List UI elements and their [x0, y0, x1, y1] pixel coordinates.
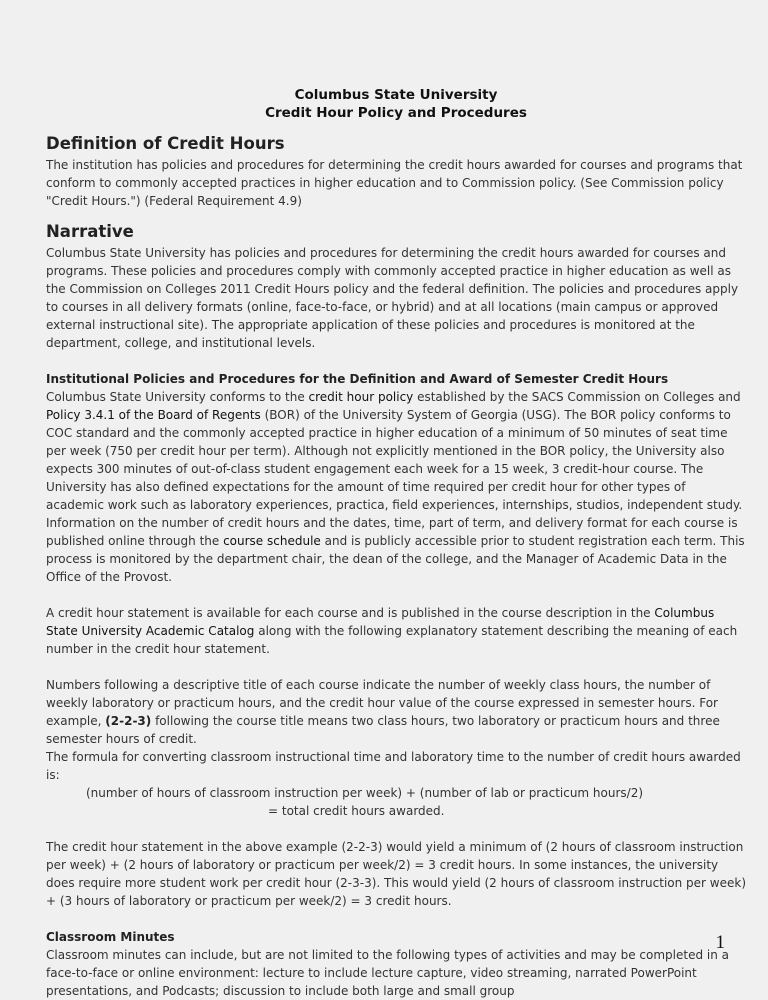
formula-line-1: (number of hours of classroom instruction per week) + (number of lab or practicum hours/2): [86, 786, 644, 800]
text: A credit hour statement is available for each course and is published in the course description in the: [46, 606, 655, 620]
document-title-line1: Columbus State University: [294, 87, 498, 103]
text: Numbers following a descriptive title of each course indicate the number of weekly class hours, the number of weekly laboratory or practicum hours, and the credit hour value of the course expressed in semester hours. For example,: [46, 678, 718, 728]
institutional-paragraph-1: [46, 388, 746, 514]
bor-policy-link[interactable]: Policy 3.4.1 of the Board of Regents: [46, 408, 261, 422]
classroom-text: Classroom minutes can include, but are not limited to the following types of activities and may be completed in a face-to-face or online environment: lecture to include lecture capture, video streaming, narrated PowerPoint presentations, and Podcasts; discussion to include both large and small group: [46, 948, 729, 998]
course-schedule-link[interactable]: course schedule: [223, 534, 321, 548]
academic-catalog-link[interactable]: Columbus State University Academic Catalog: [46, 606, 715, 638]
narrative-text: Columbus State University has policies and procedures for determining the credit hours awarded for courses and programs. These policies and procedures comply with commonly accepted practice in higher education as well as the Commission on Colleges 2011 Credit Hours policy and the federal definition. The policies and procedures apply to courses in all delivery formats (online, face-to-face, or hybrid) and at all locations (main campus or approved external instructional site). The appropriate application of these policies and procedures is monitored at the department, college, and institutional levels.: [46, 246, 739, 350]
text: following the course title means two class hours, two laboratory or practicum hours and three semester hours of credit.: [46, 714, 720, 746]
institutional-heading: Institutional Policies and Procedures for the Definition and Award of Semester Credit Hours: [46, 372, 669, 386]
text: and is publicly accessible prior to student registration each term. This process is monitored by the department chair, the dean of the college, and the Manager of Academic Data in the Office of the Provost.: [46, 534, 745, 584]
narrative-heading: Narrative: [46, 222, 134, 241]
text: (BOR) of the University System of Georgia (USG). The BOR policy conforms to COC standard and the commonly accepted practice in higher education of a minimum of 50 minutes of seat time per week (750 per credit hour per term). Although not explicitly mentioned in the BOR policy, the University also expects 300 minutes of out-of-class student engagement each week for a 15 week, 3 credit-hour course. The University has also defined expectations for the amount of time required per credit hour for other types of academic work such as laboratory experiences, practica, field experiences, internships, studios, independent study.: [46, 408, 743, 512]
example-paragraph: The credit hour statement in the above example (2-2-3) would yield a minimum of (2 hours of classroom instruction per week) + (2 hours of laboratory or practicum per week/2) = 3 credit hours. In some instances, the university does require more student work per credit hour (2-3-3). This would yield (2 hours of classroom instruction per week) + (3 hours of laboratory or practicum per week/2) = 3 credit hours.: [46, 840, 747, 908]
institutional-paragraph-2: [46, 514, 746, 586]
statement-paragraph: [46, 604, 746, 658]
classroom-heading: Classroom Minutes: [46, 930, 175, 944]
example-code: (2-2-3): [105, 714, 152, 728]
document-title-line2: Credit Hour Policy and Procedures: [265, 105, 527, 121]
text: Columbus State University conforms to the: [46, 390, 309, 404]
page-number: 1: [715, 932, 725, 953]
definition-heading: Definition of Credit Hours: [46, 134, 285, 153]
numbers-paragraph: [46, 676, 746, 748]
text: Information on the number of credit hours and the dates, time, part of term, and delivery format for each course is published online through the: [46, 516, 738, 548]
text: along with the following explanatory statement describing the meaning of each number in the credit hour statement.: [46, 624, 738, 656]
formula-line-2: = total credit hours awarded.: [268, 804, 445, 818]
text: established by the SACS Commission on Colleges and: [413, 390, 741, 404]
credit-hour-policy-link[interactable]: credit hour policy: [308, 390, 414, 404]
formula-intro: The formula for converting classroom instructional time and laboratory time to the number of credit hours awarded is:: [46, 750, 741, 782]
definition-text: The institution has policies and procedures for determining the credit hours awarded for courses and programs that conform to commonly accepted practices in higher education and to Commission policy. (See Commission policy "Credit Hours.") (Federal Requirement 4.9): [46, 158, 743, 208]
document-page: [46, 86, 746, 1000]
